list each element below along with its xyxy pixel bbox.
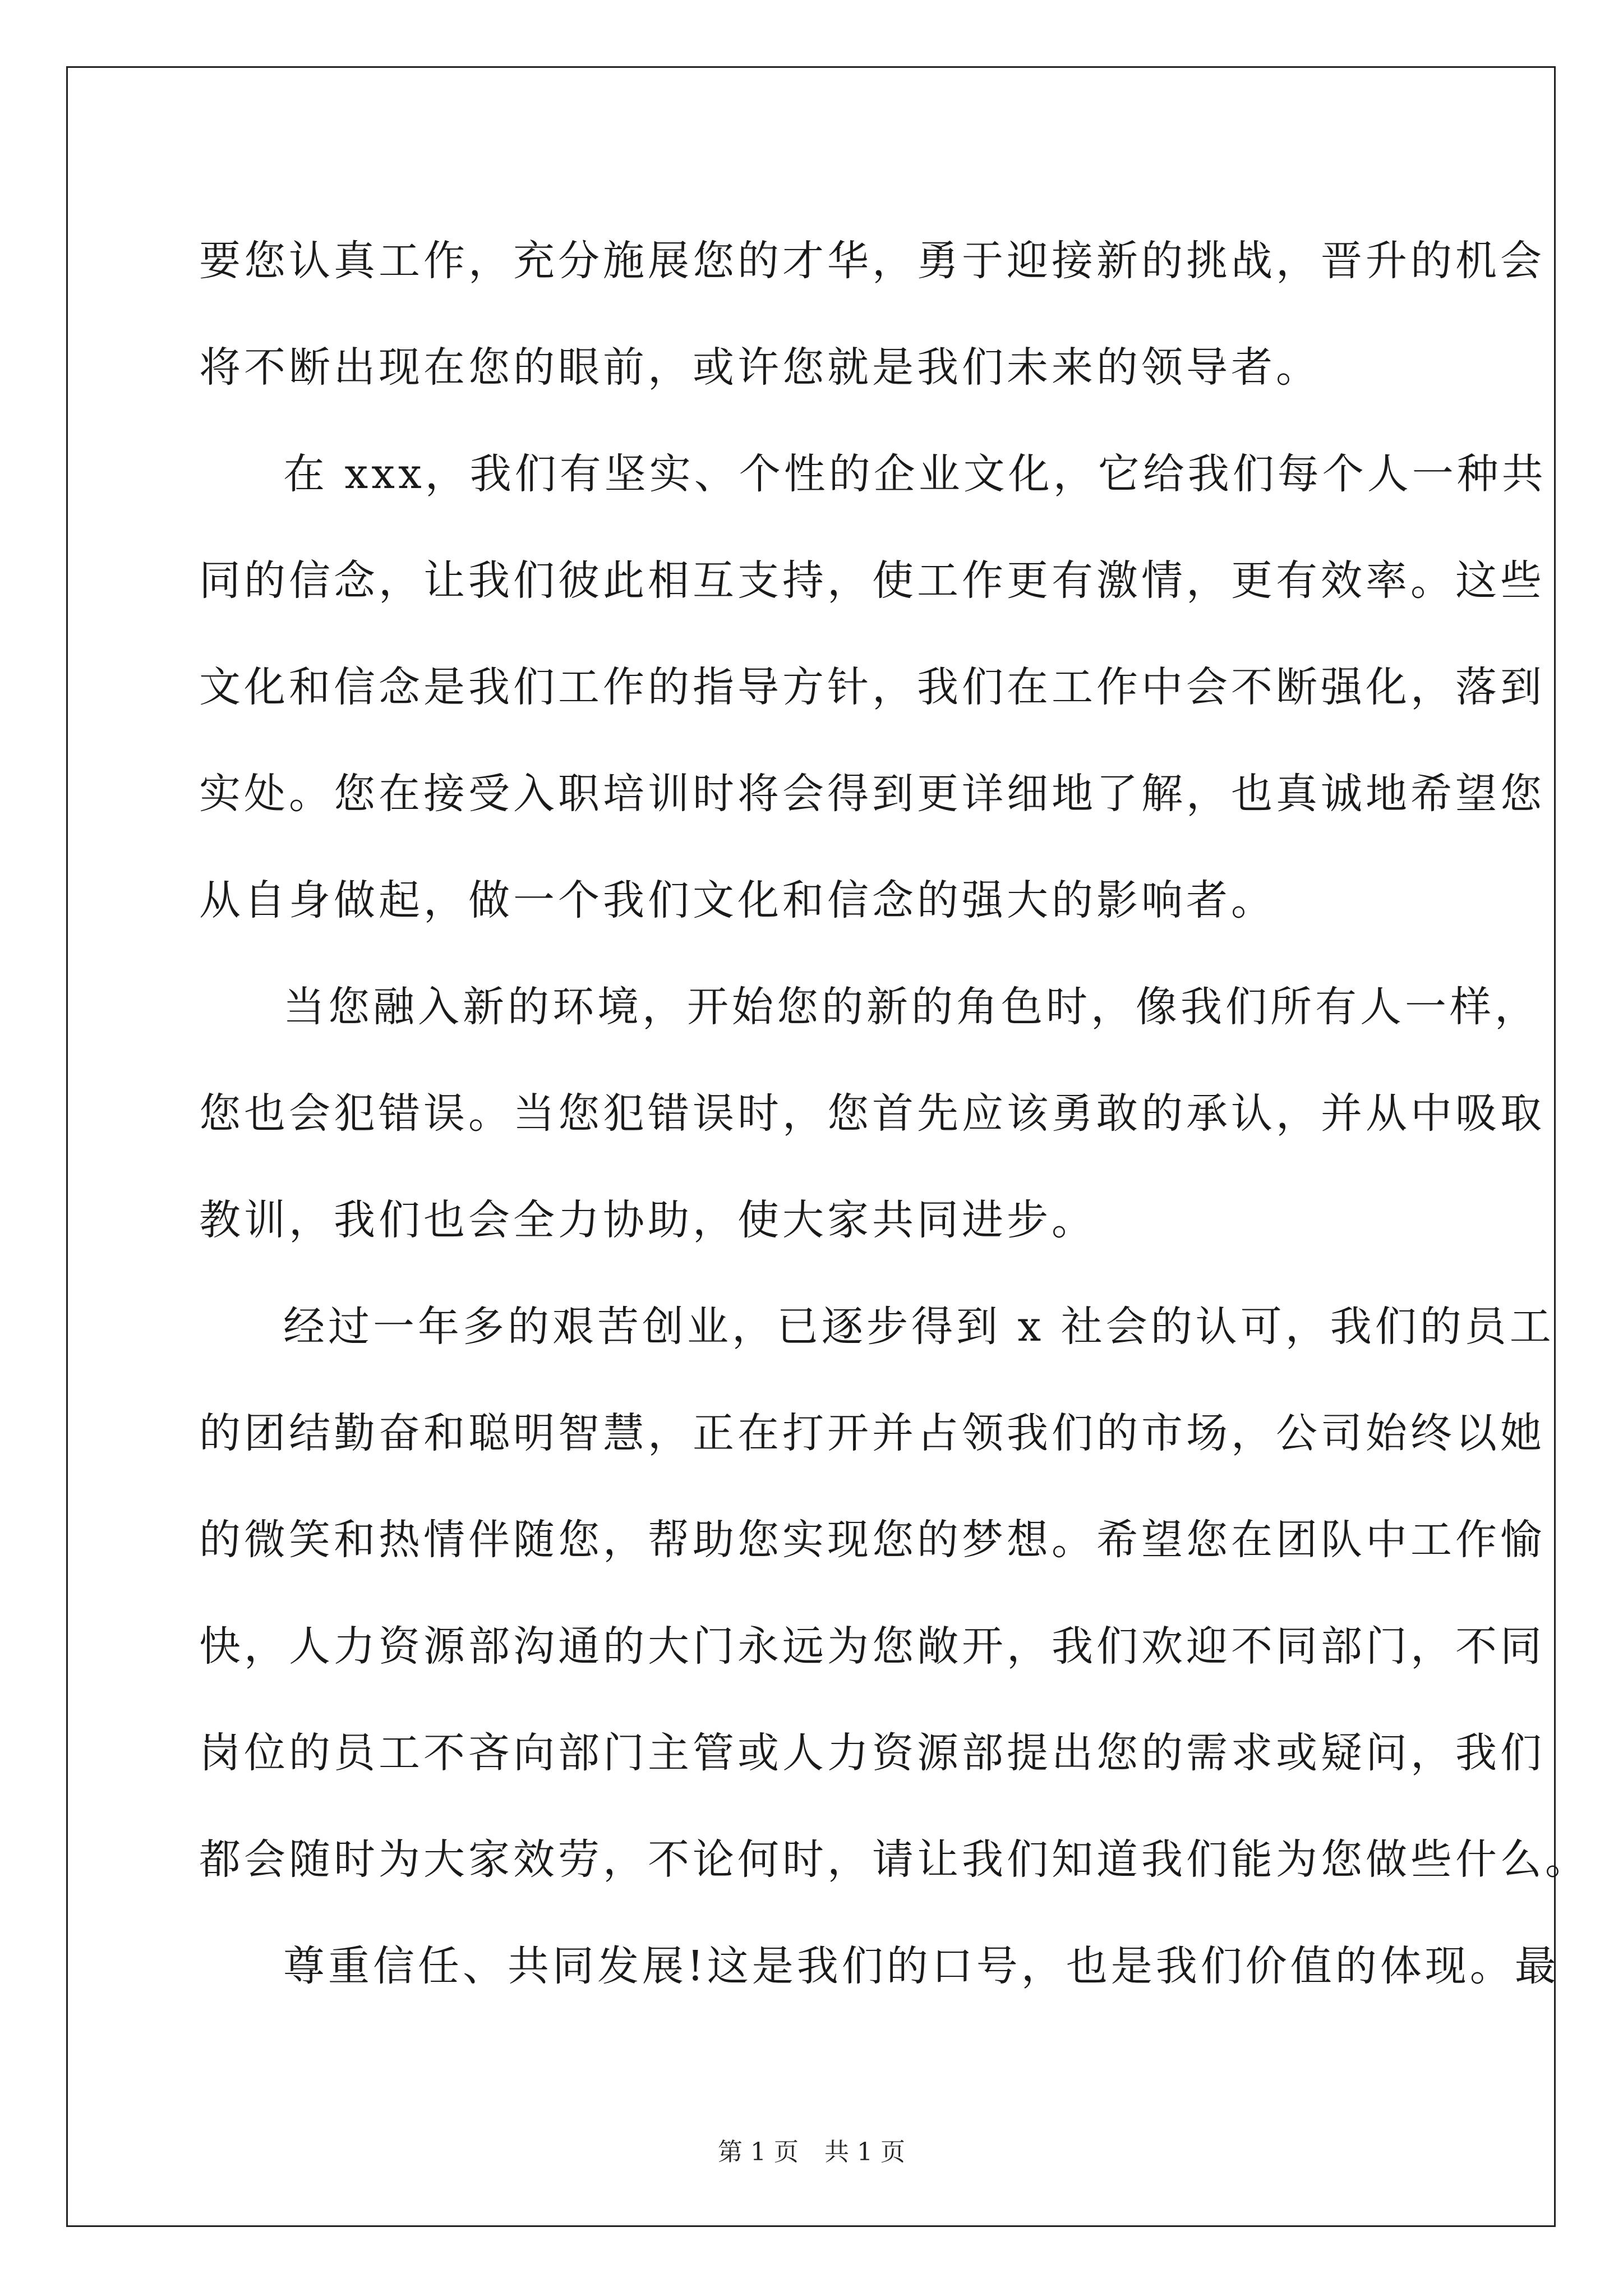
text-line: 教训，我们也会全力协助，使大家共同进步。 xyxy=(199,1196,1096,1244)
text-line: 快，人力资源部沟通的大门永远为您敞开，我们欢迎不同部门，不同 xyxy=(199,1622,1545,1671)
text-line: 要您认真工作，充分施展您的才华，勇于迎接新的挑战，晋升的机会 xyxy=(199,237,1545,285)
text-line: 您也会犯错误。当您犯错误时，您首先应该勇敢的承认，并从中吸取 xyxy=(199,1089,1545,1138)
text-line: 的微笑和热情伴随您，帮助您实现您的梦想。希望您在团队中工作愉 xyxy=(199,1516,1545,1564)
text-line: 同的信念，让我们彼此相互支持，使工作更有激情，更有效率。这些 xyxy=(199,556,1545,605)
text-line: 文化和信念是我们工作的指导方针，我们在工作中会不断强化，落到 xyxy=(199,663,1545,711)
text-line: 都会随时为大家效劳，不论何时，请让我们知道我们能为您做些什么。 xyxy=(199,1835,1590,1884)
text-line: 实处。您在接受入职培训时将会得到更详细地了解，也真诚地希望您 xyxy=(199,770,1545,818)
text-line: 的团结勤奋和聪明智慧，正在打开并占领我们的市场，公司始终以她 xyxy=(199,1409,1545,1457)
document-body xyxy=(199,208,1590,2019)
paragraph-start-line: 尊重信任、共同发展!这是我们的口号，也是我们价值的体现。最 xyxy=(283,1942,1560,1990)
page-total: 共 1 页 xyxy=(824,2138,905,2166)
paragraph-start-line: 当您融入新的环境，开始您的新的角色时，像我们所有人一样， xyxy=(283,983,1539,1031)
paragraph-start-line: 经过一年多的艰苦创业，已逐步得到 x 社会的认可，我们的员工 xyxy=(283,1303,1555,1351)
page-footer xyxy=(0,2132,1623,2168)
paragraph-start-line: 在 xxx，我们有坚实、个性的企业文化，它给我们每个人一种共 xyxy=(283,450,1547,498)
text-line: 岗位的员工不吝向部门主管或人力资源部提出您的需求或疑问，我们 xyxy=(199,1729,1545,1777)
text-line: 从自身做起，做一个我们文化和信念的强大的影响者。 xyxy=(199,876,1276,924)
text-line: 将不断出现在您的眼前，或许您就是我们未来的领导者。 xyxy=(199,343,1321,392)
page-number: 第 1 页 xyxy=(718,2138,799,2166)
